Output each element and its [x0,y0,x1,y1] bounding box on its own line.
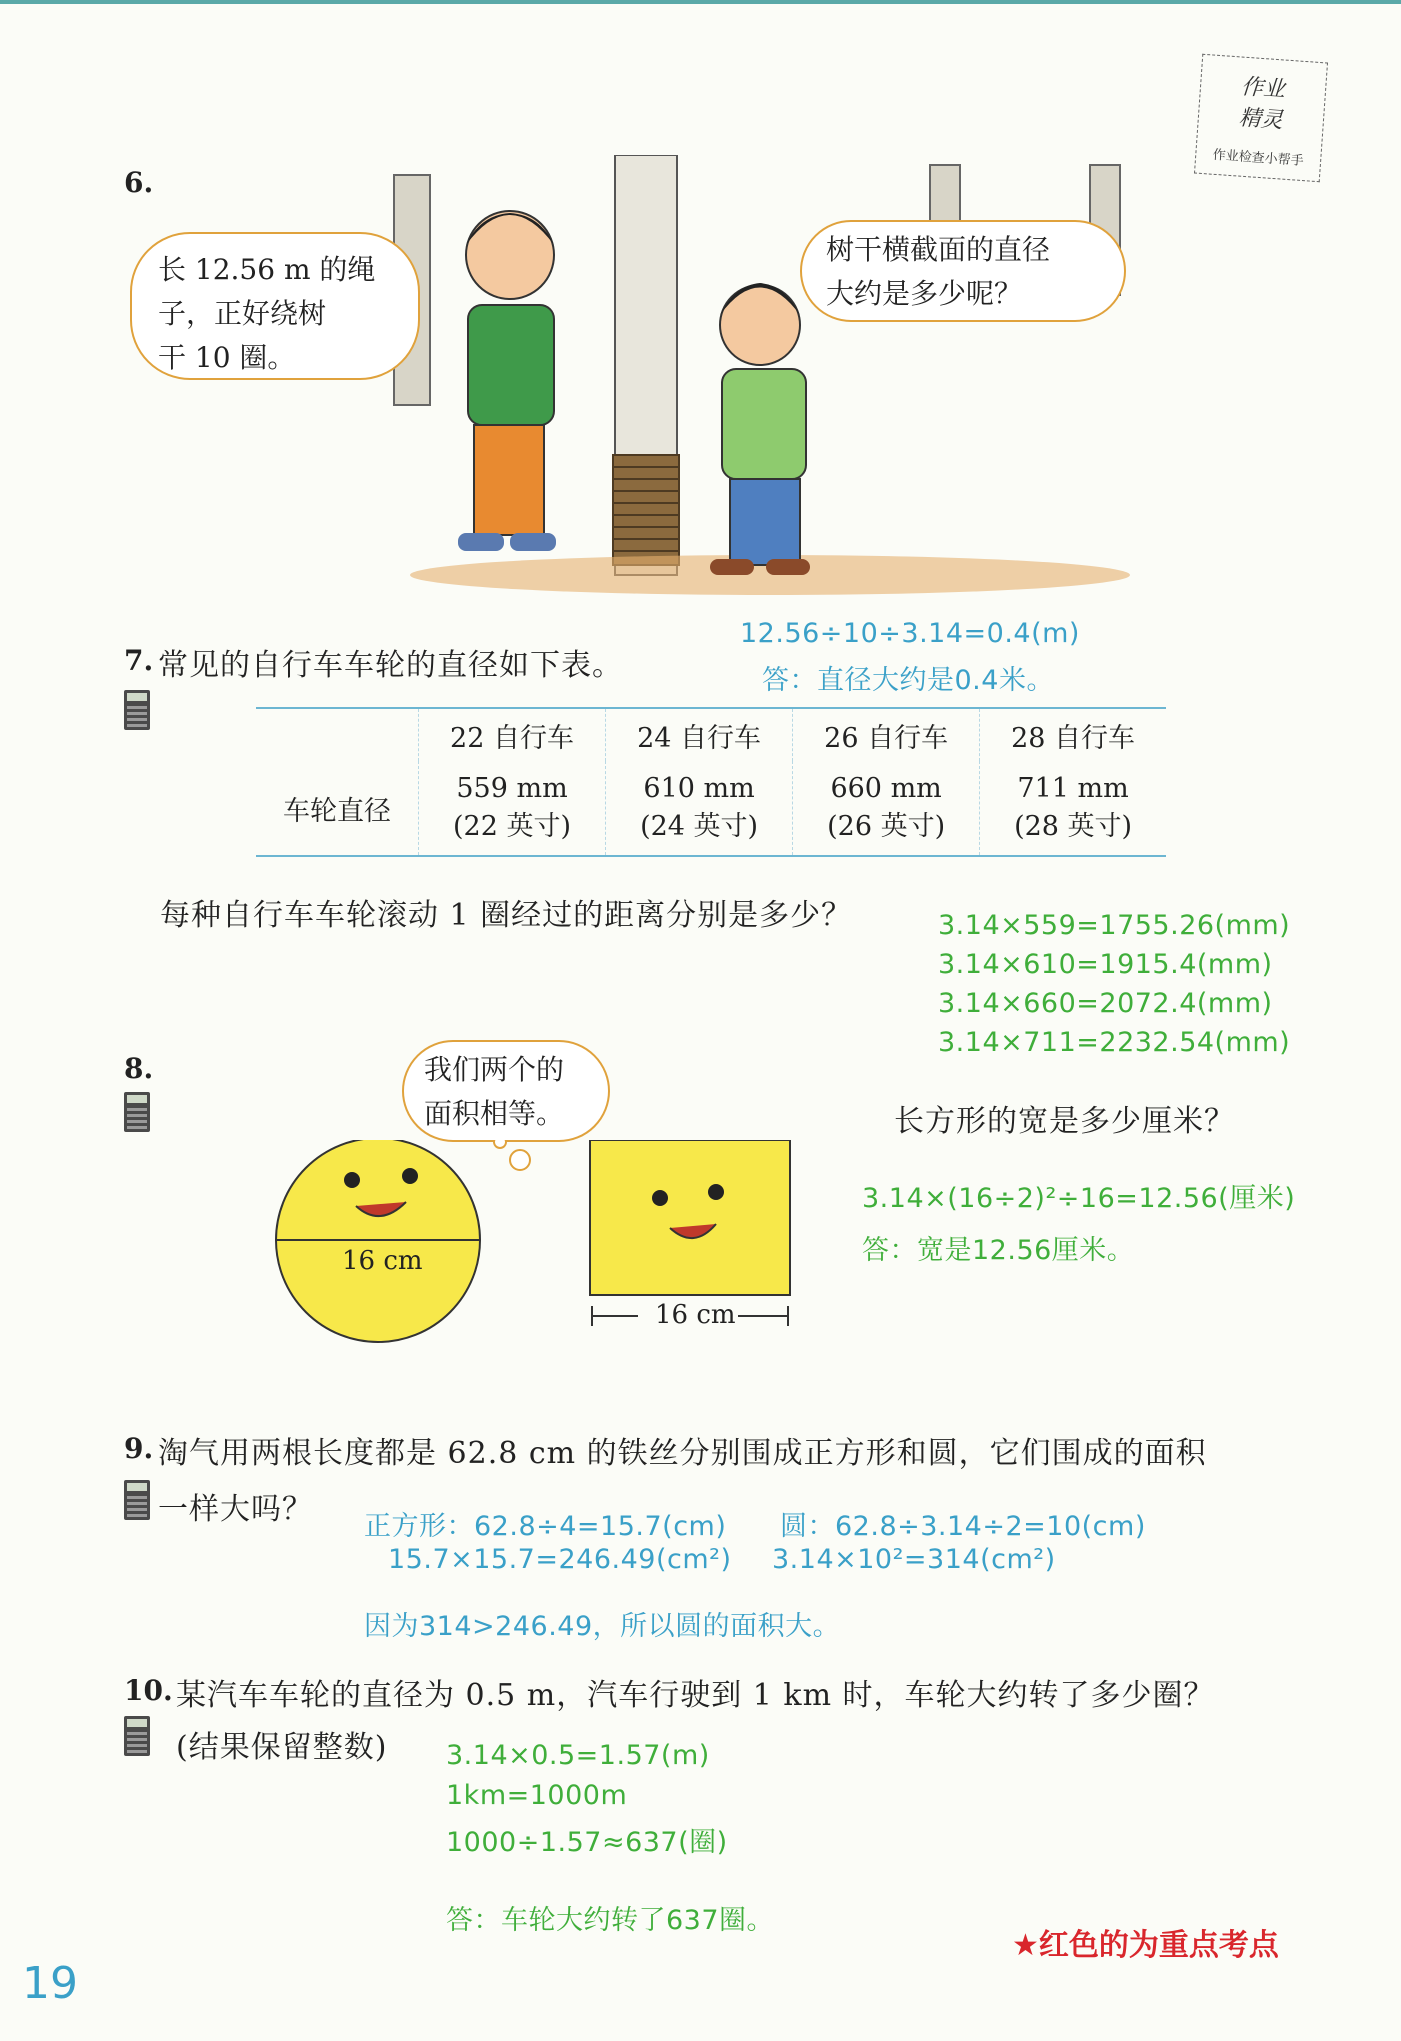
bubble-line: 面积相等。 [424,1097,565,1130]
page-number: 19 [22,1958,78,2009]
bubble-line: 我们两个的 [424,1053,565,1086]
bike-wheel-table [256,707,1166,857]
cell-inch: (22 英寸) [453,811,572,842]
q9-number: 9. [124,1432,154,1465]
q7-answer-2: 3.14×610=1915.4(mm) [938,949,1273,980]
q9-answer-square-1: 正方形：62.8÷4=15.7(cm) [364,1511,727,1542]
q6-bubble-left [130,232,420,380]
cell-inch: (26 英寸) [827,811,946,842]
circle-diameter-label: 16 cm [342,1246,423,1276]
q8-number: 8. [124,1052,154,1085]
q6-number: 6. [124,166,154,199]
table-row-label: 车轮直径 [283,795,391,827]
table-corner [256,708,419,761]
q10-answer-2: 1km=1000m [446,1780,628,1811]
key-points-note: ★红色的为重点考点 [1012,1928,1279,1963]
cell-mm: 559 mm [456,773,568,804]
stamp-line2: 精灵 [1238,105,1284,134]
q10-text-line2: (结果保留整数) [176,1730,388,1765]
cell-inch: (28 英寸) [1014,811,1133,842]
q8-question: 长方形的宽是多少厘米？ [894,1104,1235,1139]
q7-number: 7. [124,644,154,677]
cell-mm: 660 mm [830,773,942,804]
table-cell [606,761,793,856]
bubble-line: 大约是多少呢？ [826,277,1023,310]
boy-right [710,283,810,575]
calculator-icon [124,1092,150,1132]
table-header: 28 自行车 [980,708,1166,761]
q7-text: 常见的自行车车轮的直径如下表。 [158,648,623,683]
calculator-icon [124,1480,150,1520]
bubble-line: 长 12.56 m 的绳 [158,253,376,286]
q8-bubble [402,1040,610,1142]
cell-inch: (24 英寸) [640,811,759,842]
table-header: 22 自行车 [419,708,606,761]
top-border [0,0,1401,4]
q7-answer-4: 3.14×711=2232.54(mm) [938,1027,1291,1058]
q8-answer-text: 答：宽是12.56厘米。 [862,1235,1135,1266]
boy-left [458,211,556,551]
thought-dot [510,1150,530,1170]
thought-dot [494,1140,506,1148]
q10-answer-3: 1000÷1.57≈637(圈) [446,1827,728,1858]
rope-coil [613,455,679,565]
table-cell [980,761,1166,856]
q7-answer-1: 3.14×559=1755.26(mm) [938,910,1291,941]
q8-answer-calc: 3.14×(16÷2)²÷16=12.56(厘米) [862,1183,1296,1214]
calculator-icon [124,1716,150,1756]
bubble-line: 树干横截面的直径 [826,233,1051,266]
rect-width-label: 16 cm [655,1300,736,1330]
q7-answer-3: 3.14×660=2072.4(mm) [938,988,1273,1019]
q9-text-line2: 一样大吗？ [158,1492,313,1527]
cell-mm: 711 mm [1017,773,1129,804]
q9-conclusion: 因为314>246.49，所以圆的面积大。 [364,1611,841,1642]
q9-answer-circle-2: 3.14×10²=314(cm²) [772,1544,1056,1575]
q10-conclusion: 答：车轮大约转了637圈。 [446,1905,775,1936]
cell-mm: 610 mm [643,773,755,804]
q9-answer-circle-1: 圆：62.8÷3.14÷2=10(cm) [780,1511,1146,1542]
stamp-line3: 作业检查小帮手 [1212,147,1305,170]
table-cell [419,761,606,856]
q10-text-line1: 某汽车车轮的直径为 0.5 m，汽车行驶到 1 km 时，车轮大约转了多少圈？ [176,1678,1215,1713]
q6-bubble-right [800,220,1126,322]
stamp-line1: 作业 [1240,74,1286,103]
rectangle-shape [590,1140,790,1295]
table-cell [793,761,980,856]
q10-number: 10. [124,1674,173,1707]
homework-stamp [1194,54,1328,182]
q6-answer-text: 答：直径大约是0.4米。 [762,665,1054,696]
calculator-icon [124,690,150,730]
q9-text-line1: 淘气用两根长度都是 62.8 cm 的铁丝分别围成正方形和圆，它们围成的面积 [158,1436,1207,1471]
table-header: 24 自行车 [606,708,793,761]
bubble-line: 子，正好绕树 [158,297,327,330]
q7-question: 每种自行车车轮滚动 1 圈经过的距离分别是多少？ [160,898,853,933]
q10-answer-1: 3.14×0.5=1.57(m) [446,1740,710,1771]
table-header: 26 自行车 [793,708,980,761]
bubble-line: 干 10 圈。 [158,341,296,374]
q9-answer-square-2: 15.7×15.7=246.49(cm²) [388,1544,732,1575]
q6-answer-calc: 12.56÷10÷3.14=0.4(m) [740,618,1080,649]
